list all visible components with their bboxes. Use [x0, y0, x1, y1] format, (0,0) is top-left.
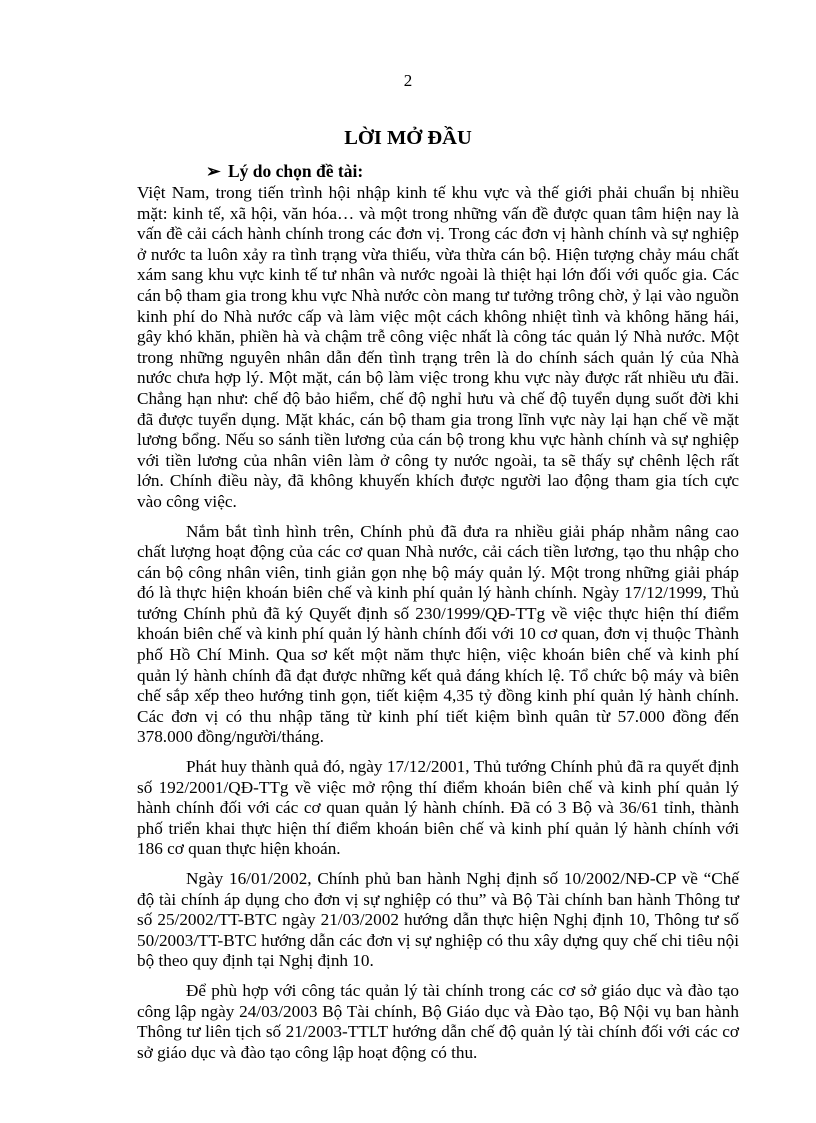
- section-heading-text: Lý do chọn đề tài:: [228, 161, 364, 181]
- paragraph: Ngày 16/01/2002, Chính phủ ban hành Nghị định số 10/2002/NĐ-CP về “Chế độ tài chính áp dụng cho đơn vị sự nghiệp có thu” và Bộ Tài chính ban hành Thông tư số 25/2002/TT-BTC ngày 21/03/2002 hướng dẫn thực hiện Nghị định 10, Thông tư số 50/2003/TT-BTC hướng dẫn các đơn vị sự nghiệp có thu xây dựng quy chế chi tiêu nội bộ theo quy định tại Nghị định 10.: [137, 869, 739, 971]
- paragraph: Nắm bắt tình hình trên, Chính phủ đã đưa ra nhiều giải pháp nhằm nâng cao chất lượng hoạt động của các cơ quan Nhà nước, cải cách tiền lương, tạo thu nhập cho cán bộ công nhân viên, tinh giản gọn nhẹ bộ máy quản lý. Một trong những giải pháp đó là thực hiện khoán biên chế và kinh phí quản lý hành chính. Ngày 17/12/1999, Thủ tướng Chính phủ đã ký Quyết định số 230/1999/QĐ-TTg về việc thực hiện thí điểm khoán biên chế và kinh phí quản lý hành chính đối với 10 cơ quan, đơn vị thuộc Thành phố Hồ Chí Minh. Qua sơ kết một năm thực hiện, việc khoán biên chế và kinh phí quản lý hành chính đã đạt được những kết quả đáng khích lệ. Tổ chức bộ máy và biên chế sắp xếp theo hướng tinh gọn, tiết kiệm 4,35 tỷ đồng kinh phí quản lý hành chính. Các đơn vị có thu nhập tăng từ kinh phí tiết kiệm bình quân từ 57.000 đồng đến 378.000 đồng/người/tháng.: [137, 521, 739, 747]
- document-body: [137, 183, 739, 1063]
- arrow-bullet-icon: ➢: [206, 161, 221, 181]
- section-heading: [206, 160, 363, 182]
- paragraph: Phát huy thành quả đó, ngày 17/12/2001, Thủ tướng Chính phủ đã ra quyết định số 192/2001/QĐ-TTg về việc mở rộng thí điểm khoán biên chế và kinh phí quản lý hành chính đối với các cơ quan quản lý hành chính. Đã có 3 Bộ và 36/61 tỉnh, thành phố triển khai thực hiện thí điểm khoán biên chế và kinh phí quản lý hành chính với 186 cơ quan thực hiện khoán.: [137, 757, 739, 859]
- paragraph: Việt Nam, trong tiến trình hội nhập kinh tế khu vực và thế giới phải chuẩn bị nhiều mặt: kinh tế, xã hội, văn hóa… và một trong những vấn đề được quan tâm hiện nay là vấn đề cải cách hành chính trong các đơn vị. Trong các đơn vị hành chính và sự nghiệp ở nước ta luôn xảy ra tình trạng vừa thiếu, vừa thừa cán bộ. Hiện tượng chảy máu chất xám sang khu vực kinh tế tư nhân và nước ngoài là thiệt hại lớn đối với quốc gia. Các cán bộ tham gia trong khu vực Nhà nước còn mang tư tưởng trông chờ, ỷ lại vào nguồn kinh phí do Nhà nước cấp và làm việc một cách không nhiệt tình và không hăng hái, gây khó khăn, phiền hà và chậm trễ công việc nhất là công tác quản lý Nhà nước. Một trong những nguyên nhân dẫn đến tình trạng trên là do chính sách quản lý của Nhà nước chưa hợp lý. Một mặt, cán bộ làm việc trong khu vực này được rất nhiều ưu đãi. Chẳng hạn như: chế độ bảo hiểm, chế độ nghỉ hưu và chế độ tuyển dụng suốt đời khi đã được tuyển dụng. Mặt khác, cán bộ tham gia trong lĩnh vực này lại hạn chế về mặt lương bổng. Nếu so sánh tiền lương của cán bộ trong khu vực hành chính và sự nghiệp với tiền lương của nhân viên làm ở công ty nước ngoài, ta sẽ thấy sự chênh lệch rất lớn. Chính điều này, đã không khuyến khích được người lao động tham gia tích cực vào công việc.: [137, 183, 739, 511]
- page-title: LỜI MỞ ĐẦU: [344, 127, 472, 149]
- page-number: 2: [403, 71, 413, 90]
- paragraph: Để phù hợp với công tác quản lý tài chính trong các cơ sở giáo dục và đào tạo công lập ngày 24/03/2003 Bộ Tài chính, Bộ Giáo dục và Đào tạo, Bộ Nội vụ ban hành Thông tư liên tịch số 21/2003-TTLT hướng dẫn chế độ quản lý tài chính đối với các cơ sở giáo dục và đào tạo công lập hoạt động có thu.: [137, 980, 739, 1062]
